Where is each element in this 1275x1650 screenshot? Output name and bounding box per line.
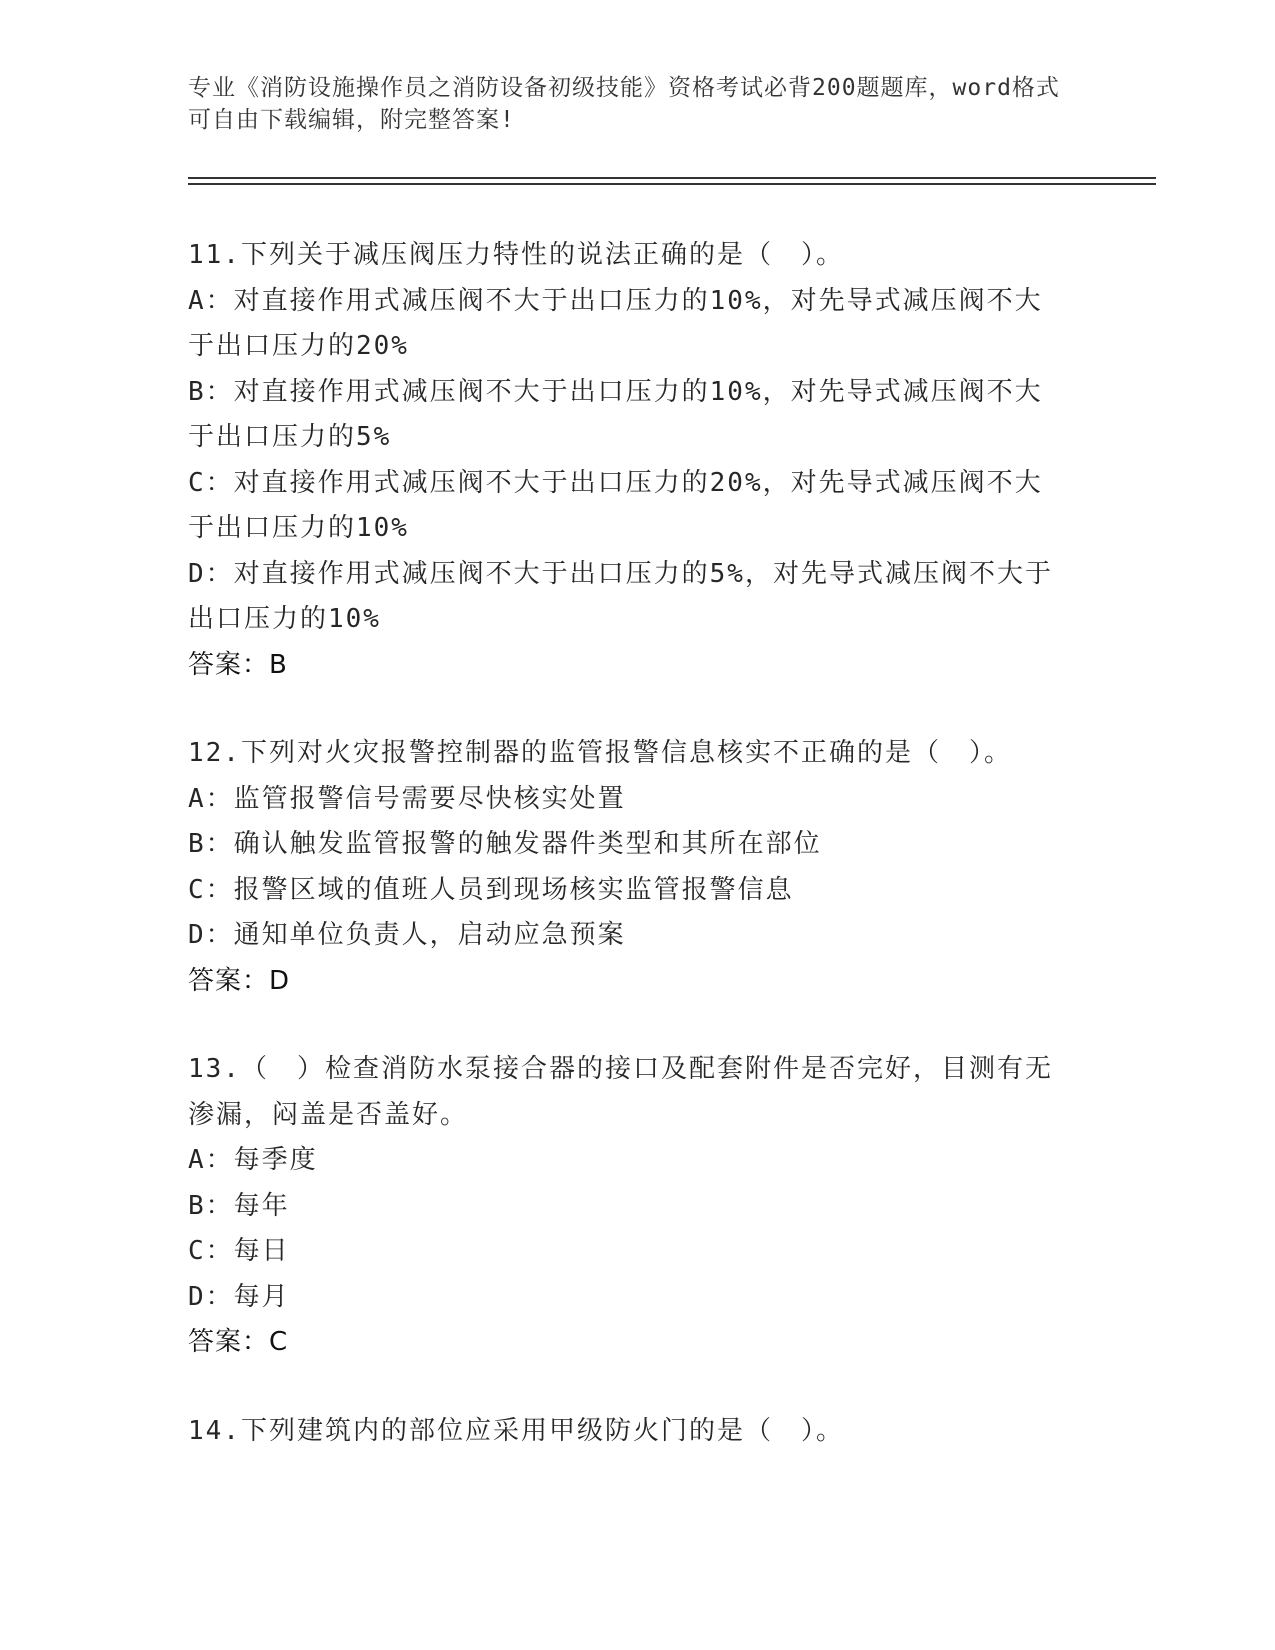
question-stem: 12.下列对火灾报警控制器的监管报警信息核实不正确的是（ ）。 — [188, 738, 1012, 768]
question-option: A：监管报警信号需要尽快核实处置 — [188, 783, 626, 814]
document-header: 专业《消防设施操作员之消防设备初级技能》资格考试必背200题题库，word格式可自由下载编辑，附完整答案! — [188, 75, 1060, 133]
question-option: A：对直接作用式减压阀不大于出口压力的10%，对先导式减压阀不大 — [188, 285, 1043, 316]
header-divider-second — [188, 183, 1156, 185]
header-divider — [188, 177, 1156, 179]
question-option: 于出口压力的10% — [188, 513, 409, 543]
question-block — [188, 1409, 1088, 1455]
question-block — [188, 731, 1088, 1004]
question-option: A：每季度 — [188, 1145, 318, 1175]
question-option: B：确认触发监管报警的触发器件类型和其所在部位 — [188, 829, 822, 859]
answer-line: 答案：C — [188, 1327, 289, 1357]
question-stem: 11.下列关于减压阀压力特性的说法正确的是（ ）。 — [188, 240, 844, 270]
question-option: C：对直接作用式减压阀不大于出口压力的20%，对先导式减压阀不大 — [188, 467, 1043, 498]
question-option: C：每日 — [188, 1236, 290, 1266]
answer-line: 答案：B — [188, 649, 288, 680]
question-option: B：每年 — [188, 1190, 290, 1221]
question-option: 于出口压力的20% — [188, 331, 409, 361]
question-stem: 13.（ ）检查消防水泵接合器的接口及配套附件是否完好，目测有无 — [188, 1054, 1053, 1084]
question-block — [188, 1047, 1088, 1366]
question-option: D：通知单位负责人，启动应急预案 — [188, 920, 626, 950]
question-stem: 渗漏，闷盖是否盖好。 — [188, 1099, 469, 1130]
question-option: 出口压力的10% — [188, 604, 381, 634]
question-option: D：对直接作用式减压阀不大于出口压力的5%，对先导式减压阀不大于 — [188, 558, 1053, 589]
question-option: 于出口压力的5% — [188, 422, 392, 452]
question-stem: 14.下列建筑内的部位应采用甲级防火门的是（ ）。 — [188, 1415, 844, 1446]
question-option: B：对直接作用式减压阀不大于出口压力的10%，对先导式减压阀不大 — [188, 376, 1043, 407]
question-option: D：每月 — [188, 1281, 290, 1312]
answer-line: 答案：D — [188, 965, 291, 996]
question-block — [188, 233, 1088, 688]
question-list — [188, 233, 1088, 1497]
question-option: C：报警区域的值班人员到现场核实监管报警信息 — [188, 874, 794, 905]
